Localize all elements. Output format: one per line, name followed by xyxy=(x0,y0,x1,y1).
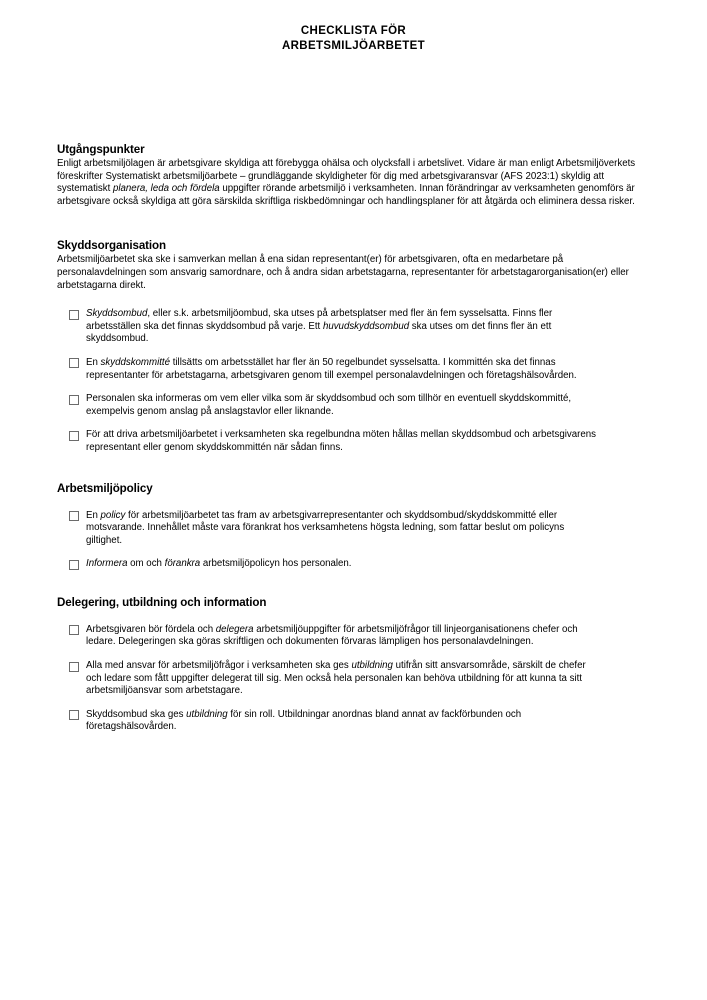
item-emphasis: skyddskommitté xyxy=(100,356,170,368)
item-emphasis: Informera xyxy=(86,558,128,570)
section-spacer xyxy=(57,455,653,482)
checkbox-icon[interactable] xyxy=(69,511,79,521)
section-arbetsmiljopolicy xyxy=(57,482,653,571)
checkbox-icon[interactable] xyxy=(69,560,79,570)
section-spacer xyxy=(57,571,653,596)
checklist-item-label: Personalen ska informeras om vem eller vilka som är skyddsombud och som tillhör en eventuell skyddskommitté, exempelvis genom anslag på anslagstavlor eller liknande. xyxy=(86,393,572,417)
item-emphasis: utbildning xyxy=(186,708,228,720)
checkbox-icon[interactable] xyxy=(69,395,79,405)
checkbox-icon[interactable] xyxy=(69,662,79,672)
checklist-item-label: Skyddsombud ska ges utbildning för sin roll. Utbildningar anordnas bland annat av fackförbunden och företagshälsovården. xyxy=(86,708,522,733)
section-spacer xyxy=(57,208,653,239)
item-emphasis: utbildning xyxy=(351,660,393,672)
checklist-item-label: En policy för arbetsmiljöarbetet tas fram av arbetsgivarrepresentanter och skyddsombud/skyddskommitté eller motsvarande. Innehållet måste vara förankrat hos verksamhetens högsta ledning, som fattar beslut om policyns giltighet. xyxy=(86,509,565,546)
checklist-item[interactable] xyxy=(57,709,598,734)
item-emphasis: policy xyxy=(100,509,126,521)
section-heading-arbetsmiljopolicy: Arbetsmiljöpolicy xyxy=(57,481,153,495)
checklist-item-label: Informera om och förankra arbetsmiljöpolicyn hos personalen. xyxy=(86,558,352,570)
section-heading-skyddsorganisation: Skyddsorganisation xyxy=(57,239,167,253)
checklist-item-label: För att driva arbetsmiljöarbetet i verksamheten ska regelbundna möten hållas mellan skyddsombud och arbetsgivarens representant eller genom skyddskommittén när sådan finns. xyxy=(86,429,596,453)
checklist-item[interactable] xyxy=(57,308,598,346)
document-title xyxy=(0,24,707,53)
checklist-item[interactable] xyxy=(57,558,598,571)
section-heading-delegering: Delegering, utbildning och information xyxy=(57,595,267,609)
checklist-item[interactable] xyxy=(57,660,598,698)
checklist-item-label: Alla med ansvar för arbetsmiljöfrågor i verksamheten ska ges utbildning utifrån sitt ansvarsområde, särskilt de chefer och ledare som fått uppgifter delegerat till sig. Men också hela personalen kan behöva utbildning för att kunna ta sitt arbetsmiljöansvar som arbetstagare. xyxy=(86,660,586,697)
item-emphasis: Skyddsombud xyxy=(86,308,148,320)
section-heading-utgangspunkter: Utgångspunkter xyxy=(57,143,145,156)
checklist-delegering xyxy=(57,624,653,734)
intro-text-part: Enligt arbetsmiljölagen är arbetsgivare skyldiga att förebygga ohälsa och olycksfall i arbetslivet. Vidare är man enligt Arbetsmiljöverkets föreskrifter Systematiskt arbetsmiljöarbete – grundläggande skyldigheter för dig med arbetsgivaransvar (AFS 2023:1) skyldig att systematiskt xyxy=(57,158,636,195)
section-intro-skyddsorganisation: Arbetsmiljöarbetet ska ske i samverkan mellan å ena sidan representant(er) för arbetsgivaren, ofta en medarbetare på personalavdelningen som ansvarig samordnare, och å andra sidan arbetstagarna, representanter för arbetstagarorganisation(er) eller arbetstagarna direkt. xyxy=(57,254,629,291)
item-emphasis: förankra xyxy=(164,558,201,570)
intro-emphasis: planera, leda och fördela xyxy=(112,183,220,195)
document-title-line-1: CHECKLISTA FÖR xyxy=(300,25,407,37)
checklist-item-label: Arbetsgivaren bör fördela och delegera arbetsmiljöuppgifter för arbetsmiljöfrågor till linjeorganisationens chefer och ledare. Delegeringen ska göras skriftligen och dokumenten förvaras lämpligen hos personalavdelningen. xyxy=(86,623,578,648)
checklist-item[interactable] xyxy=(57,624,598,649)
section-intro-utgangspunkter xyxy=(57,158,651,208)
checkbox-icon[interactable] xyxy=(69,710,79,720)
checklist-item[interactable] xyxy=(57,393,598,418)
section-skyddsorganisation xyxy=(57,239,653,454)
checklist-item-label: En skyddskommitté tillsätts om arbetsstället har fler än 50 regelbundet sysselsatta. I kommittén ska det finnas representanter för arbetstagarna, arbetsgivaren genom till exempel personalavdelningen och företagshälsovården. xyxy=(86,356,577,381)
item-emphasis: huvudskyddsombud xyxy=(322,320,410,332)
item-emphasis: delegera xyxy=(215,623,254,635)
checklist-item[interactable] xyxy=(57,357,598,382)
intro-text-part: uppgifter rörande arbetsmiljö i verksamheten. Innan förändringar av verksamheten genomförs är arbetsgivare också skyldiga att göra särskilda skriftliga riskbedömningar och handlingsplaner för att åtgärda och eliminera dessa risker. xyxy=(57,183,635,207)
checklist-item-label: Skyddsombud, eller s.k. arbetsmiljöombud, ska utses på arbetsplatser med fler än fem sysselsatta. Finns fler arbetsställen ska det finnas skyddsombud på varje. Ett huvudskyddsombud ska utses om det finns fler än ett skyddsombud. xyxy=(86,308,553,345)
checklist-item[interactable] xyxy=(57,510,598,548)
section-delegering xyxy=(57,596,653,734)
checkbox-icon[interactable] xyxy=(69,625,79,635)
checkbox-icon[interactable] xyxy=(69,431,79,441)
checkbox-icon[interactable] xyxy=(69,310,79,320)
checklist-arbetsmiljopolicy xyxy=(57,510,653,571)
document-title-line-2: ARBETSMILJÖARBETET xyxy=(281,39,426,52)
section-utgangspunkter xyxy=(57,143,653,208)
checklist-skyddsorganisation xyxy=(57,308,653,454)
checklist-item[interactable] xyxy=(57,429,598,454)
checkbox-icon[interactable] xyxy=(69,358,79,368)
document-body xyxy=(57,143,653,734)
